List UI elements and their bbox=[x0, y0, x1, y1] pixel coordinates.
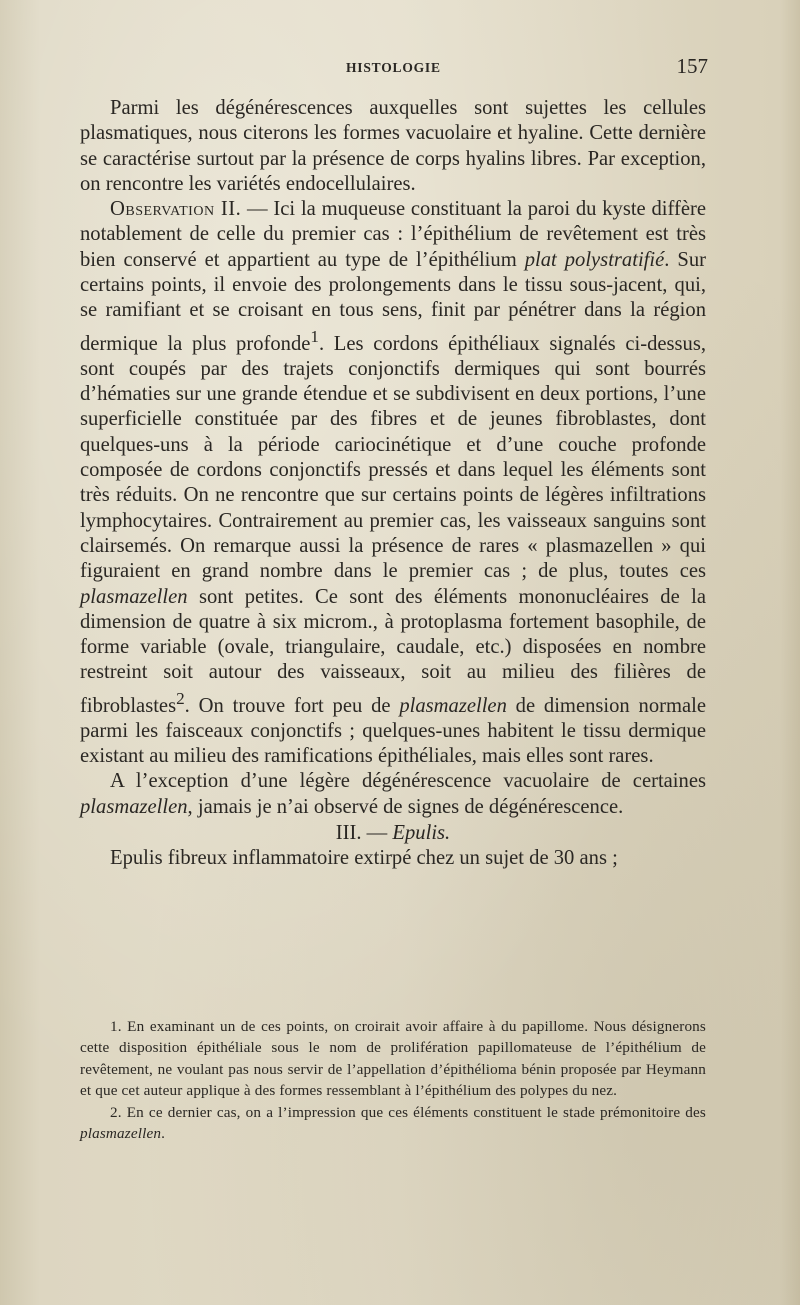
footnote-ref-2: 2 bbox=[176, 688, 185, 708]
italic-term: plasmazellen bbox=[399, 694, 507, 717]
italic-term: plasmazellen bbox=[80, 795, 188, 818]
italic-term: plasmazellen bbox=[80, 1125, 162, 1143]
section-name: Epulis. bbox=[392, 822, 451, 845]
paragraph-degenerescences: Parmi les dégénérescences auxquelles sont sujettes les cellules plasmatiques, nous citerons les formes vacuolaire et hyaline. Cette dernière se caractérise surtout par la présence de corps hyalins libres. Par exception, on rencontre les variétés endocellulaires. bbox=[80, 97, 706, 195]
text-run: . bbox=[161, 1125, 166, 1143]
italic-term: plat polystratifié bbox=[524, 248, 665, 271]
text-run: A l’exception d’une légère dégénérescence vacuolaire de certaines bbox=[110, 770, 706, 793]
paragraph-exception bbox=[80, 769, 706, 820]
running-title: HISTOLOGIE bbox=[346, 60, 441, 75]
footnote-2 bbox=[80, 1102, 706, 1145]
text-run: , jamais je n’ai observé de signes de dégénérescence. bbox=[187, 795, 624, 818]
body-text bbox=[80, 96, 706, 872]
text-run: — Ici la muqueuse constituant la paroi du kyste diffère notablement de celle du premier cas : l’épithélium de revêtement est très bien conservé et appartient au type de l’épithélium bbox=[80, 198, 706, 271]
paragraph-observation-ii bbox=[80, 197, 706, 769]
paragraph-epulis: Epulis fibreux inflammatoire extirpé chez un sujet de 30 ans ; bbox=[110, 847, 618, 870]
observation-label: Observation II. bbox=[110, 198, 242, 221]
footnote-ref-1: 1 bbox=[310, 326, 319, 346]
italic-term: plasmazellen bbox=[80, 585, 188, 608]
page-number: 157 bbox=[676, 54, 708, 78]
page-header bbox=[80, 54, 708, 84]
section-numeral: III. — bbox=[335, 822, 393, 845]
text-run: sont petites. Ce sont des éléments mononucléaires de la dimension de quatre à six microm., à protoplasma fortement basophile, de forme variable (ovale, triangulaire, caudale, etc.) disposées en nombre restreint soit autour des vaisseaux, soit au milieu des filières de fibroblastes bbox=[80, 585, 706, 717]
text-run: de dimension normale parmi les faisceaux conjonctifs ; quelques-unes habitent le tissu dermique existant au milieu des ramifications épithéliales, mais elles sont rares. bbox=[80, 694, 706, 768]
text-run: 2. En ce dernier cas, on a l’impression que ces éléments constituent le stade prémonitoire des bbox=[110, 1103, 706, 1121]
footnote-1: 1. En examinant un de ces points, on croirait avoir affaire à du papillome. Nous désignerons cette disposition épithéliale sous le nom de prolifération papillomateuse de l’épithélium de revêtement, ne voulant pas nous servir de l’appellation d’épithélioma bénin proposée par Heymann et que cet auteur applique à des formes ressemblant à l’épithélium des polypes du nez. bbox=[80, 1018, 706, 1100]
section-title bbox=[80, 821, 706, 846]
text-run: . On trouve fort peu de bbox=[184, 694, 400, 717]
footnotes bbox=[80, 1016, 706, 1144]
text-run: . Sur certains points, il envoie des prolongements dans le tissu sous-jacent, qui, se ramifiant et se croisant en tous sens, finit par pénétrer dans la région dermique la plus profonde bbox=[80, 248, 707, 355]
text-run: . Les cordons épithéliaux signalés ci-dessus, sont coupés par des trajets conjonctifs dermiques qui sont bourrés d’hématies sur une grande étendue et se subdivisent en deux portions, l’une superficielle constituée par des fibres et de jeunes fibroblastes, dont quelques-uns à la période cariocinétique et d’une couche profonde composée de cordons conjonctifs pressés et dans lequel les éléments sont très réduits. On ne rencontre que sur certains points de légères infiltrations lymphocytaires. Contrairement au premier cas, les vaisseaux sanguins sont clairsemés. On remarque aussi la présence de rares « plasmazellen » qui figuraient en grand nombre dans le premier cas ; de plus, toutes ces bbox=[80, 332, 707, 583]
